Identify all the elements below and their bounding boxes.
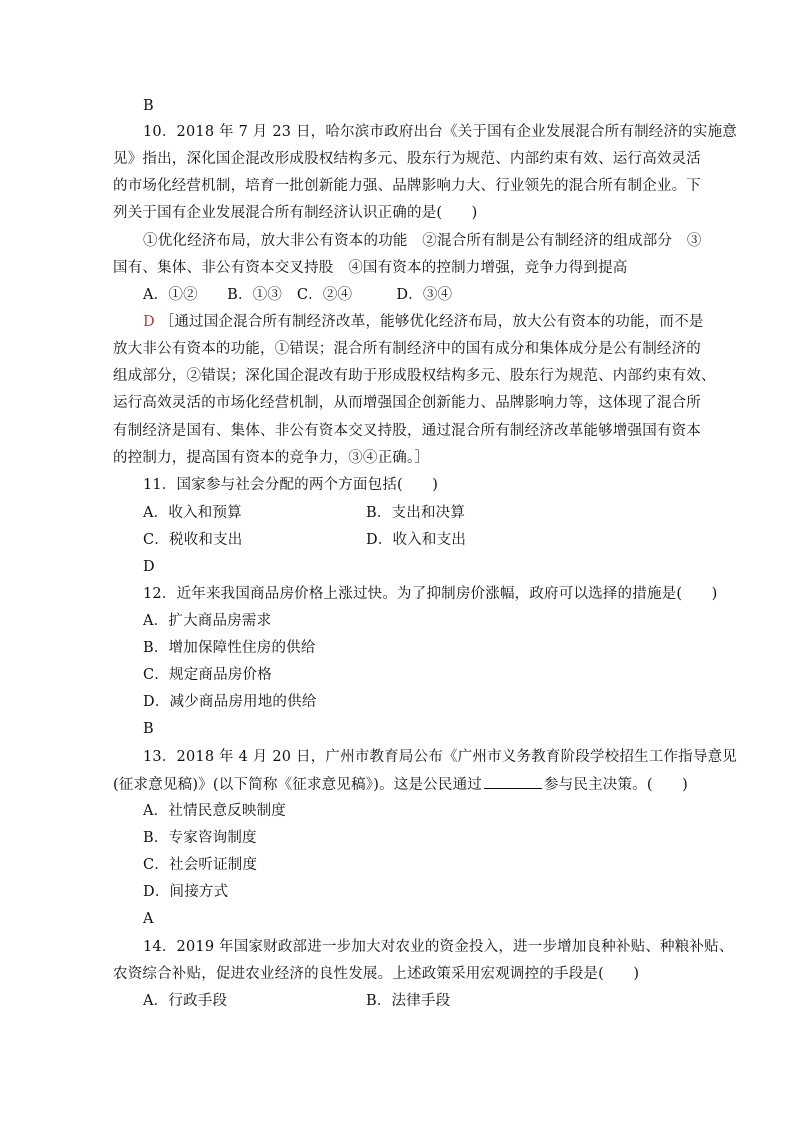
explanation-line6: 的控制力，提高国有资本的竞争力，③④正确。］ [113, 450, 430, 466]
explanation-line5: 有制经济是国有、集体、非公有资本交叉持股，通过混合所有制经济改革能够增强国有资本 [113, 423, 701, 439]
question-13-option-b: B．专家咨询制度 [143, 830, 257, 846]
question-13-option-d: D．间接方式 [143, 884, 229, 900]
question-10-explanation [143, 312, 704, 332]
question-11-option-c: C．税收和支出 [143, 532, 243, 548]
answer-q12: B [143, 721, 154, 737]
answer-q13: A [143, 911, 154, 927]
question-10-stem: 10．2018 年 7 月 23 日，哈尔滨市政府出台《关于国有企业发展混合所有制经济的实施意 [143, 124, 737, 140]
question-13-stem: 13．2018 年 4 月 20 日，广州市教育局公布《广州市义务教育阶段学校招生工作指导意见 [143, 749, 737, 765]
question-13-text-before-blank: (征求意见稿)》(以下简称《征求意见稿》)。这是公民通过 [113, 777, 482, 793]
question-13-stem-line2 [113, 774, 688, 795]
question-14-stem: 14．2019 年国家财政部进一步加大对农业的资金投入，进一步增加良种补贴、种粮补贴、 [143, 939, 734, 955]
question-10-stem-line2: 见》指出，深化国企混改形成股权结构多元、股东行为规范、内部约束有效、运行高效灵活 [113, 151, 701, 167]
question-14-option-b: B．法律手段 [366, 993, 451, 1009]
answer-q11: D [143, 559, 155, 575]
question-10-stem-line4: 列关于国有企业发展混合所有制经济认识正确的是( ) [113, 205, 478, 221]
question-11-option-a: A．收入和预算 [143, 505, 242, 521]
question-12-stem: 12．近年来我国商品房价格上涨过快。为了抑制房价涨幅，政府可以选择的措施是( ) [143, 586, 718, 602]
question-10-options: A．①② B．①③ C．②④ D．③④ [143, 287, 453, 303]
question-12-option-c: C．规定商品房价格 [143, 667, 272, 683]
question-10-stem-line3: 的市场化经营机制，培育一批创新能力强、品牌影响力大、行业领先的混合所有制企业。下 [113, 178, 701, 194]
answer-letter: D [143, 314, 155, 330]
fill-in-blank [484, 774, 542, 789]
question-10-statements-line2: 国有、集体、非公有资本交叉持股 ④国有资本的控制力增强，竞争力得到提高 [113, 260, 628, 276]
question-13-option-c: C．社会听证制度 [143, 857, 258, 873]
explanation-text: ［通过国企混合所有制经济改革，能够优化经济布局，放大公有资本的功能，而不是 [159, 314, 704, 330]
question-13-option-a: A．社情民意反映制度 [143, 803, 286, 819]
question-13-text-after-blank: 参与民主决策。( ) [543, 777, 688, 793]
answer-q9: B [143, 98, 154, 114]
question-14-option-a: A．行政手段 [143, 993, 228, 1009]
question-11-stem: 11．国家参与社会分配的两个方面包括( ) [143, 477, 439, 493]
question-12-option-d: D．减少商品房用地的供给 [143, 694, 317, 710]
question-10-statements: ①优化经济布局，放大非公有资本的功能 ②混合所有制是公有制经济的组成部分 ③ [143, 233, 702, 249]
question-12-option-b: B．增加保障性住房的供给 [143, 640, 316, 656]
explanation-line2: 放大非公有资本的功能，①错误；混合所有制经济中的国有成分和集体成分是公有制经济的 [113, 341, 701, 357]
question-11-option-d: D．收入和支出 [366, 532, 467, 548]
question-12-option-a: A．扩大商品房需求 [143, 613, 272, 629]
question-14-stem-line2: 农资综合补贴，促进农业经济的良性发展。上述政策采用宏观调控的手段是( ) [113, 966, 640, 982]
question-11-option-b: B．支出和决算 [366, 505, 466, 521]
explanation-line4: 运行高效灵活的市场化经营机制，从而增强国企创新能力、品牌影响力等，这体现了混合所 [113, 395, 701, 411]
explanation-line3: 组成部分，②错误；深化国企混改有助于形成股权结构多元、股东行为规范、内部约束有效、 [113, 368, 716, 384]
